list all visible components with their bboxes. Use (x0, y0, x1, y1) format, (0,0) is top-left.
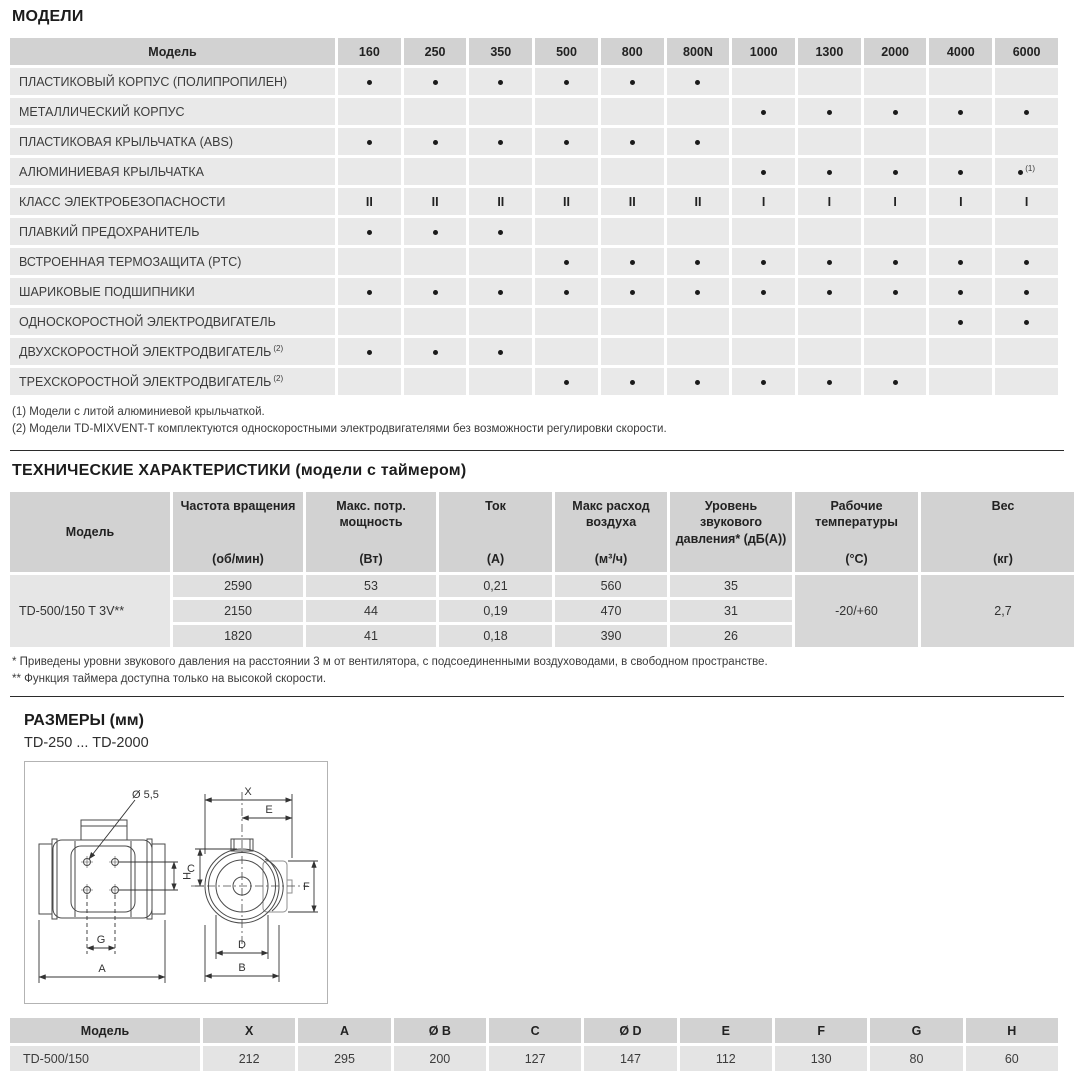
feature-cell (864, 248, 927, 275)
feature-dot (695, 80, 700, 85)
feature-dot (498, 80, 503, 85)
value-cell: 1820 (173, 625, 303, 647)
models-header-row (10, 38, 1058, 65)
feature-dot (367, 230, 372, 235)
feature-dot (564, 140, 569, 145)
feature-cell (469, 98, 532, 125)
feature-cell (338, 278, 401, 305)
feature-dot (958, 260, 963, 265)
column-header: 800 (601, 38, 664, 65)
feature-cell (404, 368, 467, 395)
feature-cell (929, 158, 992, 185)
value-cell: 295 (298, 1046, 390, 1071)
feature-dot (433, 230, 438, 235)
feature-cell (469, 158, 532, 185)
feature-cell (798, 128, 861, 155)
footnote: ** Функция таймера доступна только на высокой скорости. (12, 672, 327, 685)
value-cell: 41 (306, 625, 436, 647)
feature-cell (995, 128, 1058, 155)
feature-cell (929, 338, 992, 365)
feature-cell (929, 68, 992, 95)
feature-cell (535, 338, 598, 365)
feature-cell (469, 308, 532, 335)
dim-label-f: F (303, 881, 310, 894)
feature-cell (469, 128, 532, 155)
column-header: X (203, 1018, 295, 1043)
feature-cell (338, 248, 401, 275)
column-header: 1300 (798, 38, 861, 65)
feature-dot (827, 380, 832, 385)
feature-cell (404, 98, 467, 125)
feature-cell (864, 128, 927, 155)
feature-cell: I (798, 188, 861, 215)
feature-cell (535, 68, 598, 95)
feature-cell (929, 368, 992, 395)
table-row (10, 98, 1058, 125)
feature-cell (798, 248, 861, 275)
column-header: 2000 (864, 38, 927, 65)
column-header: F (775, 1018, 867, 1043)
table-row (10, 278, 1058, 305)
feature-cell (667, 98, 730, 125)
feature-dot (1024, 110, 1029, 115)
feature-label: ПЛАСТИКОВАЯ КРЫЛЬЧАТКА (ABS) (10, 128, 335, 155)
feature-cell (732, 338, 795, 365)
dim-label-a: A (98, 963, 106, 976)
feature-cell (864, 278, 927, 305)
value-cell: 112 (680, 1046, 772, 1071)
feature-cell (667, 278, 730, 305)
model-cell: TD-500/150 T 3V** (10, 575, 170, 647)
feature-cell (338, 338, 401, 365)
feature-dot (958, 290, 963, 295)
feature-dot (1024, 260, 1029, 265)
feature-dot (630, 380, 635, 385)
feature-cell (667, 338, 730, 365)
feature-cell (601, 158, 664, 185)
feature-cell (469, 68, 532, 95)
feature-cell (667, 158, 730, 185)
column-header: 800N (667, 38, 730, 65)
table-row (10, 218, 1058, 245)
value-cell: 0,19 (439, 600, 552, 622)
value-cell: 200 (394, 1046, 486, 1071)
column-header-model: Модель (10, 492, 170, 572)
dim-label-h: H (180, 872, 192, 881)
feature-label: ШАРИКОВЫЕ ПОДШИПНИКИ (10, 278, 335, 305)
value-cell: 2590 (173, 575, 303, 597)
feature-cell (732, 158, 795, 185)
feature-dot (827, 290, 832, 295)
feature-dot (827, 260, 832, 265)
feature-cell (338, 308, 401, 335)
column-header: Вес (кг) (921, 492, 1074, 572)
models-footnotes (12, 405, 1064, 437)
feature-dot (367, 80, 372, 85)
feature-cell (601, 218, 664, 245)
feature-cell (798, 308, 861, 335)
feature-cell: II (404, 188, 467, 215)
value-cell: 2150 (173, 600, 303, 622)
table-row (10, 338, 1058, 365)
table-row (10, 575, 1074, 597)
feature-cell (535, 98, 598, 125)
feature-cell (338, 128, 401, 155)
dim-label-c: C (187, 863, 195, 876)
feature-cell (535, 218, 598, 245)
footnote: * Приведены уровни звукового давления на расстоянии 3 м от вентилятора, с подсоединенными воздуховодами, в свободном пространстве. (12, 656, 768, 669)
feature-cell (601, 248, 664, 275)
feature-dot (433, 140, 438, 145)
feature-cell: I (929, 188, 992, 215)
value-cell: 212 (203, 1046, 295, 1071)
section-divider (10, 450, 1064, 451)
feature-cell (469, 218, 532, 245)
column-header: Уровень звукового давления* (дБ(А)) (670, 492, 792, 572)
feature-label: КЛАСС ЭЛЕКТРОБЕЗОПАСНОСТИ (10, 188, 335, 215)
feature-dot (1018, 170, 1023, 175)
feature-cell (667, 368, 730, 395)
feature-label: МЕТАЛЛИЧЕСКИЙ КОРПУС (10, 98, 335, 125)
fan-side-view (39, 820, 165, 919)
feature-dot (367, 290, 372, 295)
feature-dot (498, 350, 503, 355)
fan-technical-drawing (25, 762, 327, 1003)
feature-cell (469, 278, 532, 305)
column-header: 250 (404, 38, 467, 65)
feature-dot (761, 380, 766, 385)
fan-front-view (191, 792, 308, 952)
dimensions-table (7, 1015, 1061, 1074)
value-cell: 147 (584, 1046, 676, 1071)
feature-cell (667, 128, 730, 155)
feature-dot (958, 320, 963, 325)
models-section-title: МОДЕЛИ (12, 8, 84, 25)
feature-cell (535, 158, 598, 185)
feature-cell (798, 338, 861, 365)
feature-cell (469, 248, 532, 275)
feature-dot (695, 380, 700, 385)
feature-cell (338, 98, 401, 125)
column-header: Модель (10, 1018, 200, 1043)
dim-label-e: E (265, 804, 273, 817)
feature-dot (564, 260, 569, 265)
tech-section-title: ТЕХНИЧЕСКИЕ ХАРАКТЕРИСТИКИ (модели с таймером) (12, 462, 467, 480)
feature-cell (535, 128, 598, 155)
feature-label: ТРЕХСКОРОСТНОЙ ЭЛЕКТРОДВИГАТЕЛЬ $^{(2)}$ (10, 368, 335, 395)
feature-cell (535, 248, 598, 275)
column-header: Рабочие температуры (°C) (795, 492, 918, 572)
feature-cell (929, 98, 992, 125)
feature-dot (367, 140, 372, 145)
feature-cell (732, 218, 795, 245)
feature-cell (469, 338, 532, 365)
weight-cell: 2,7 (921, 575, 1074, 647)
tech-table (7, 489, 1074, 650)
table-row (10, 188, 1058, 215)
feature-label: АЛЮМИНИЕВАЯ КРЫЛЬЧАТКА (10, 158, 335, 185)
table-row (10, 368, 1058, 395)
feature-cell (798, 218, 861, 245)
value-cell: 0,21 (439, 575, 552, 597)
feature-dot (893, 380, 898, 385)
feature-dot (761, 110, 766, 115)
feature-dot (761, 260, 766, 265)
feature-dot (367, 350, 372, 355)
value-cell: 53 (306, 575, 436, 597)
feature-dot (695, 290, 700, 295)
column-header: Макс расход воздуха (м³/ч) (555, 492, 667, 572)
column-header: 6000 (995, 38, 1058, 65)
feature-dot (564, 290, 569, 295)
feature-cell (995, 338, 1058, 365)
feature-cell (338, 68, 401, 95)
feature-cell (732, 128, 795, 155)
model-cell: TD-500/150 (10, 1046, 200, 1071)
value-cell: 44 (306, 600, 436, 622)
feature-cell (864, 368, 927, 395)
feature-label: ДВУХСКОРОСТНОЙ ЭЛЕКТРОДВИГАТЕЛЬ $^{(2)}$ (10, 338, 335, 365)
value-cell: 35 (670, 575, 792, 597)
feature-cell (338, 218, 401, 245)
feature-cell: II (601, 188, 664, 215)
feature-cell (798, 98, 861, 125)
feature-dot (630, 260, 635, 265)
value-cell: 390 (555, 625, 667, 647)
value-cell: 130 (775, 1046, 867, 1071)
column-header: 500 (535, 38, 598, 65)
feature-cell: II (667, 188, 730, 215)
feature-cell (798, 368, 861, 395)
feature-dot (695, 140, 700, 145)
footnote: (2) Модели TD-MIXVENT-T комплектуются односкоростными электродвигателями без возможности регулировки скорости. (12, 422, 667, 435)
feature-cell: II (338, 188, 401, 215)
column-header: Ø D (584, 1018, 676, 1043)
feature-cell (404, 248, 467, 275)
feature-dot (893, 170, 898, 175)
feature-cell (667, 308, 730, 335)
feature-dot (1024, 290, 1029, 295)
feature-cell (929, 278, 992, 305)
table-row (10, 128, 1058, 155)
table-row (10, 308, 1058, 335)
feature-cell (601, 338, 664, 365)
feature-cell (929, 248, 992, 275)
feature-cell (732, 68, 795, 95)
feature-cell (535, 308, 598, 335)
column-header: Макс. потр. мощность (Вт) (306, 492, 436, 572)
table-row (10, 248, 1058, 275)
feature-dot (498, 140, 503, 145)
column-header: 350 (469, 38, 532, 65)
footnote: (1) Модели с литой алюминиевой крыльчаткой. (12, 406, 265, 418)
feature-cell (995, 218, 1058, 245)
feature-cell (798, 158, 861, 185)
feature-label: ПЛАВКИЙ ПРЕДОХРАНИТЕЛЬ (10, 218, 335, 245)
feature-dot (630, 80, 635, 85)
feature-dot (564, 80, 569, 85)
dimensions-section-title: РАЗМЕРЫ (мм) (24, 712, 144, 730)
feature-cell: II (469, 188, 532, 215)
dimensions-model-range: TD-250 ... TD-2000 (24, 735, 149, 752)
column-header: 160 (338, 38, 401, 65)
feature-cell: I (995, 188, 1058, 215)
feature-dot (827, 170, 832, 175)
feature-dot (761, 290, 766, 295)
feature-cell (601, 278, 664, 305)
value-cell: 0,18 (439, 625, 552, 647)
feature-cell (404, 68, 467, 95)
feature-cell (469, 368, 532, 395)
feature-cell (995, 98, 1058, 125)
column-header: E (680, 1018, 772, 1043)
dim-label-d: D (238, 939, 246, 952)
feature-cell (864, 308, 927, 335)
feature-dot (893, 110, 898, 115)
feature-cell (929, 218, 992, 245)
feature-cell (864, 158, 927, 185)
value-cell: 470 (555, 600, 667, 622)
feature-cell (995, 368, 1058, 395)
column-header-model: Модель (10, 38, 335, 65)
feature-cell (535, 368, 598, 395)
feature-cell (732, 368, 795, 395)
value-cell: 127 (489, 1046, 581, 1071)
feature-cell (864, 218, 927, 245)
feature-cell (929, 128, 992, 155)
table-row (10, 1046, 1058, 1071)
feature-cell (404, 278, 467, 305)
value-cell: 31 (670, 600, 792, 622)
tech-footnotes (12, 655, 1064, 687)
feature-cell (864, 98, 927, 125)
feature-cell (404, 308, 467, 335)
feature-dot (1024, 320, 1029, 325)
feature-cell (929, 308, 992, 335)
feature-dot (893, 290, 898, 295)
value-cell: 26 (670, 625, 792, 647)
feature-cell (601, 368, 664, 395)
feature-dot (433, 290, 438, 295)
table-row (10, 158, 1058, 185)
column-header: G (870, 1018, 962, 1043)
dimension-diagram (24, 761, 328, 1004)
models-table (7, 35, 1061, 398)
value-cell: 80 (870, 1046, 962, 1071)
value-cell: 560 (555, 575, 667, 597)
feature-cell (667, 218, 730, 245)
feature-cell (732, 308, 795, 335)
feature-cell (995, 278, 1058, 305)
feature-cell (864, 338, 927, 365)
feature-cell (404, 338, 467, 365)
feature-dot (564, 380, 569, 385)
tech-header-row (10, 492, 1074, 572)
feature-cell: I (864, 188, 927, 215)
dimensions-section (22, 712, 1064, 1004)
column-header: A (298, 1018, 390, 1043)
dims-header-row (10, 1018, 1058, 1043)
feature-dot (761, 170, 766, 175)
dim-label-x: X (244, 786, 252, 799)
feature-dot (827, 110, 832, 115)
feature-cell (601, 308, 664, 335)
feature-cell (535, 278, 598, 305)
feature-dot (630, 290, 635, 295)
column-header: 1000 (732, 38, 795, 65)
feature-label: ПЛАСТИКОВЫЙ КОРПУС (ПОЛИПРОПИЛЕН) (10, 68, 335, 95)
column-header: H (966, 1018, 1058, 1043)
feature-cell (601, 68, 664, 95)
feature-cell (404, 128, 467, 155)
feature-cell (864, 68, 927, 95)
value-cell: 60 (966, 1046, 1058, 1071)
feature-cell (338, 368, 401, 395)
feature-dot (498, 230, 503, 235)
feature-cell (601, 98, 664, 125)
feature-cell (601, 128, 664, 155)
table-row (10, 68, 1058, 95)
feature-cell (404, 158, 467, 185)
feature-cell (667, 248, 730, 275)
dim-label-g: G (96, 934, 106, 947)
feature-cell (798, 278, 861, 305)
feature-dot (630, 140, 635, 145)
feature-cell: (1) (995, 158, 1058, 185)
feature-label: ВСТРОЕННАЯ ТЕРМОЗАЩИТА (PTC) (10, 248, 335, 275)
feature-dot (893, 260, 898, 265)
feature-dot (498, 290, 503, 295)
feature-cell (732, 278, 795, 305)
feature-dot (695, 260, 700, 265)
feature-dot (958, 170, 963, 175)
temperature-cell: -20/+60 (795, 575, 918, 647)
feature-cell (338, 158, 401, 185)
section-divider (10, 696, 1064, 697)
column-header: Частота вращения (об/мин) (173, 492, 303, 572)
feature-cell (732, 248, 795, 275)
feature-cell (995, 248, 1058, 275)
feature-cell (995, 308, 1058, 335)
feature-cell (995, 68, 1058, 95)
feature-cell (404, 218, 467, 245)
column-header: Ø B (394, 1018, 486, 1043)
column-header: C (489, 1018, 581, 1043)
feature-cell (798, 68, 861, 95)
feature-label: ОДНОСКОРОСТНОЙ ЭЛЕКТРОДВИГАТЕЛЬ (10, 308, 335, 335)
feature-cell (667, 68, 730, 95)
feature-cell (732, 98, 795, 125)
feature-cell: I (732, 188, 795, 215)
feature-dot (433, 80, 438, 85)
column-header: 4000 (929, 38, 992, 65)
feature-cell: II (535, 188, 598, 215)
dim-label-b: B (238, 962, 246, 975)
feature-dot (433, 350, 438, 355)
column-header: Ток (А) (439, 492, 552, 572)
feature-dot (958, 110, 963, 115)
dim-label-hole-diameter: Ø 5,5 (132, 789, 159, 802)
